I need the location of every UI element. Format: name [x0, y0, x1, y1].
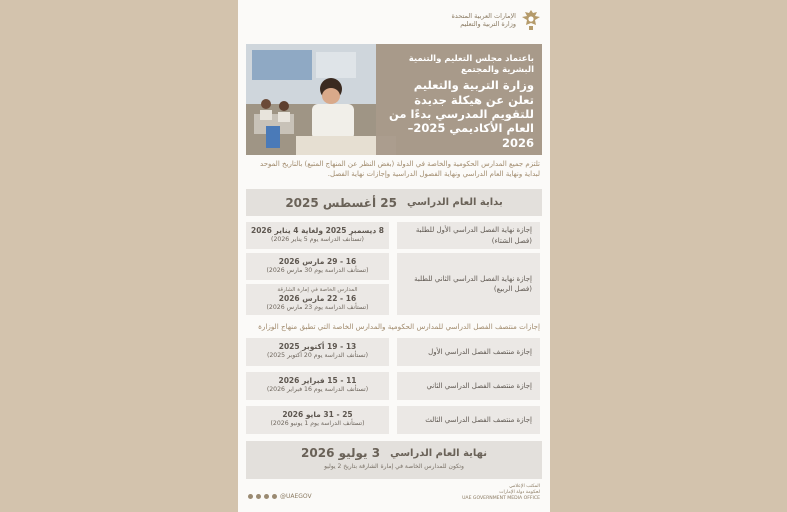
sharjah-break-resume: (تستأنف الدراسة يوم 23 مارس 2026)	[266, 304, 369, 311]
sharjah-break-date: 16 - 22 مارس 2026	[278, 294, 357, 303]
term2-break-date: 16 - 29 مارس 2026	[278, 257, 357, 266]
term2-break-date-box	[246, 253, 389, 280]
hero-banner	[246, 44, 542, 155]
year-start-label: بداية العام الدراسي	[406, 197, 503, 208]
ministry-country: الإمارات العربية المتحدة	[451, 11, 516, 20]
term1-break-date-box	[246, 222, 389, 249]
midterm3-label-box	[397, 406, 540, 434]
sharjah-break-box	[246, 284, 389, 315]
media-office-logo	[462, 484, 540, 502]
term2-break-season: (فصل الربيع)	[493, 285, 532, 293]
term1-break-label-box	[397, 222, 540, 249]
social-handle	[248, 493, 312, 500]
term1-break-date: 8 ديسمبر 2025 ولغاية 4 يناير 2026	[251, 226, 384, 235]
midterm2-date-box	[246, 372, 389, 400]
handle-text: @UAEGOV	[280, 493, 312, 500]
midterm-section-title: إجازات منتصف الفصل الدراسي للمدارس الحكومية والمدارس الخاصة التي تطبق منهاج الوزارة	[258, 322, 540, 331]
year-start-bar	[246, 189, 542, 216]
office-line3: UAE GOVERNMENT MEDIA OFFICE	[462, 496, 540, 502]
midterm3-resume: (تستأنف الدراسة يوم 1 يونيو 2026)	[270, 420, 365, 427]
midterm1-date: 13 - 19 أكتوبر 2025	[278, 342, 357, 351]
uae-eagle-emblem-icon	[520, 8, 542, 32]
midterm3-date: 25 - 31 مايو 2026	[282, 410, 353, 419]
year-start-date: 25 أغسطس 2025	[285, 195, 397, 210]
office-line2: لحكومة دولة الإمارات	[499, 490, 540, 496]
midterm3-date-box	[246, 406, 389, 434]
ministry-name: وزارة التربية والتعليم	[460, 20, 516, 28]
facebook-icon	[264, 494, 269, 499]
midterm2-label-box	[397, 372, 540, 400]
office-line1: المكتب الإعلامي	[509, 484, 540, 490]
hero-subtitle: باعتماد مجلس التعليم والتنمية البشرية والمجتمع	[408, 54, 534, 75]
hero-title: وزارة التربية والتعليم تعلن عن هيكلة جديدة للتقويم المدرسي بدءًا من العام الأكاديمي 2025–2026	[389, 78, 534, 150]
ministry-header	[452, 8, 542, 32]
midterm1-label: إجازة منتصف الفصل الدراسي الأول	[428, 347, 532, 356]
midterm2-resume: (تستأنف الدراسة يوم 16 فبراير 2026)	[266, 386, 369, 393]
instagram-icon	[256, 494, 261, 499]
term1-break-resume: (تستأنف الدراسة يوم 5 يناير 2026)	[271, 236, 364, 243]
term2-break-resume: (تستأنف الدراسة يوم 30 مارس 2026)	[266, 267, 369, 274]
midterm1-label-box	[397, 338, 540, 366]
sharjah-note: المدارس الخاصة في إمارة الشارقة	[277, 287, 358, 293]
midterm1-date-box	[246, 338, 389, 366]
year-end-note: وتكون للمدارس الخاصة في إمارة الشارقة بتاريخ 2 يوليو	[324, 463, 464, 470]
youtube-icon	[272, 494, 277, 499]
midterm2-label: إجازة منتصف الفصل الدراسي الثاني	[426, 381, 532, 390]
year-end-label: نهاية العام الدراسي	[390, 447, 487, 459]
midterm1-resume: (تستأنف الدراسة يوم 20 أكتوبر 2025)	[266, 352, 369, 359]
term1-break-season: (فصل الشتاء)	[491, 236, 532, 245]
intro-text: تلتزم جميع المدارس الحكومية والخاصة في الدولة (بغض النظر عن المنهاج المتبع) بالتاريخ الموحد لبداية ونهاية العام الدراسي ونهاية الفصول الدراسية وإجازات نهاية الفصل.	[260, 160, 540, 178]
x-icon	[248, 494, 253, 499]
term1-break-label: إجازة نهاية الفصل الدراسي الأول للطلبة	[415, 226, 532, 234]
year-end-date: 3 يوليو 2026	[301, 446, 381, 460]
year-end-bar	[246, 441, 542, 479]
midterm3-label: إجازة منتصف الفصل الدراسي الثالث	[425, 415, 532, 424]
term2-break-label: إجازة نهاية الفصل الدراسي الثاني للطلبة	[414, 274, 532, 283]
midterm2-date: 11 - 15 فبراير 2026	[278, 376, 357, 385]
calendar-poster	[238, 0, 550, 512]
term2-break-label-box	[397, 253, 540, 315]
